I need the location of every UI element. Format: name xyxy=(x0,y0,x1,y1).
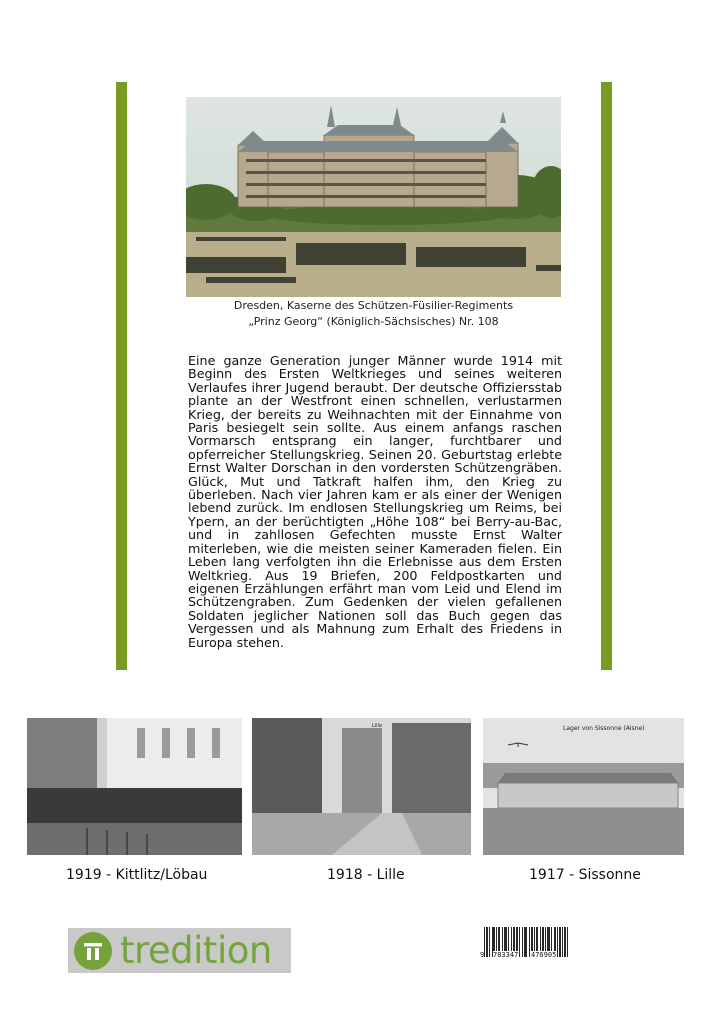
barcode-bar xyxy=(486,927,487,957)
right-green-bar xyxy=(601,82,612,670)
photo-caption xyxy=(186,298,561,330)
photo-caption-1917: 1917 - Sissonne xyxy=(529,867,641,883)
photo-sissonne-title: Lager von Sissonne (Aisne) xyxy=(563,725,645,732)
barcode-bar xyxy=(526,927,527,957)
barcode-bar xyxy=(519,927,520,957)
photo-lille xyxy=(252,718,471,855)
book-blurb: Eine ganze Generation junger Männer wurde 1914 mit Beginn des Ersten Weltkrieges und seines weiteren Verlaufes ihrer Jugend beraubt. Der deutsche Offiziersstab plante an der Westfront einen schnellen, verlustarmen Krieg, der bereits zu Weihnachten mit der Einnahme von Paris besiegelt sein sollte. Aus einem anfangs raschen Vormarsch entsprang ein langer, furchtbarer und opferreicher Stellungskrieg. Seinen 20. Geburtstag erlebte Ernst Walter Dorschan in den vordersten Schützengräben. Glück, Mut und Tatkraft halfen ihm, den Krieg zu überleben. Nach vier Jahren kam er als einer der Wenigen lebend zurück. Im endlosen Stellungskrieg um Reims, bei Ypern, an der berüchtigten „Höhe 108“ bei Berry-au-Bac, und in zahllosen Gefechten musste Ernst Walter miterleben, wie die meisten seiner Kameraden fielen. Ein Leben lang verfolgten ihn die Erlebnisse aus dem Ersten Weltkrieg. Aus 19 Briefen, 200 Feldpostkarten und eigenen Erzählungen erfährt man vom Leid und Elend im Schützengraben. Zum Gedenken der vielen gefallenen Soldaten jeglicher Nationen soll das Buch gegen das Vergessen und als Mahnung zum Erhalt des Friedens in Europa stehen. xyxy=(188,353,562,650)
barcode-bar xyxy=(524,927,525,957)
barcode-bar xyxy=(529,927,530,957)
barcode-bar xyxy=(567,927,568,957)
caption-line-2: „Prinz Georg“ (Königlich-Sächsisches) Nr. 108 xyxy=(248,315,499,328)
tredition-mark-icon xyxy=(74,932,112,970)
barcode-bar xyxy=(564,927,565,957)
barcode-bar xyxy=(489,927,490,957)
barcode-bar xyxy=(522,927,523,957)
barcode-bar xyxy=(487,927,488,957)
barcode-digits-right: 476905 xyxy=(531,951,557,959)
photo-caption-1919: 1919 - Kittlitz/Löbau xyxy=(66,867,208,883)
barcode-digit-first: 9 xyxy=(480,951,485,959)
caption-line-1: Dresden, Kaserne des Schützen-Füsilier-Regiments xyxy=(233,299,514,312)
barcode-bar xyxy=(557,927,558,957)
barcode-bar xyxy=(560,927,561,957)
barracks-photo xyxy=(186,97,561,297)
tredition-logo xyxy=(68,928,291,973)
barcode-digits-left: 783347 xyxy=(493,951,519,959)
barcode-bar xyxy=(562,927,563,957)
photo-sissonne xyxy=(483,718,684,855)
photo-lille-title: Lille xyxy=(372,723,383,729)
photo-caption-1918: 1918 - Lille xyxy=(327,867,405,883)
photo-kittlitz xyxy=(27,718,242,855)
left-green-bar xyxy=(116,82,127,670)
barcode-bar xyxy=(559,927,560,957)
publisher-name: tredition xyxy=(120,929,272,972)
barcode-bar xyxy=(525,927,526,957)
barcode-bar xyxy=(565,927,566,957)
